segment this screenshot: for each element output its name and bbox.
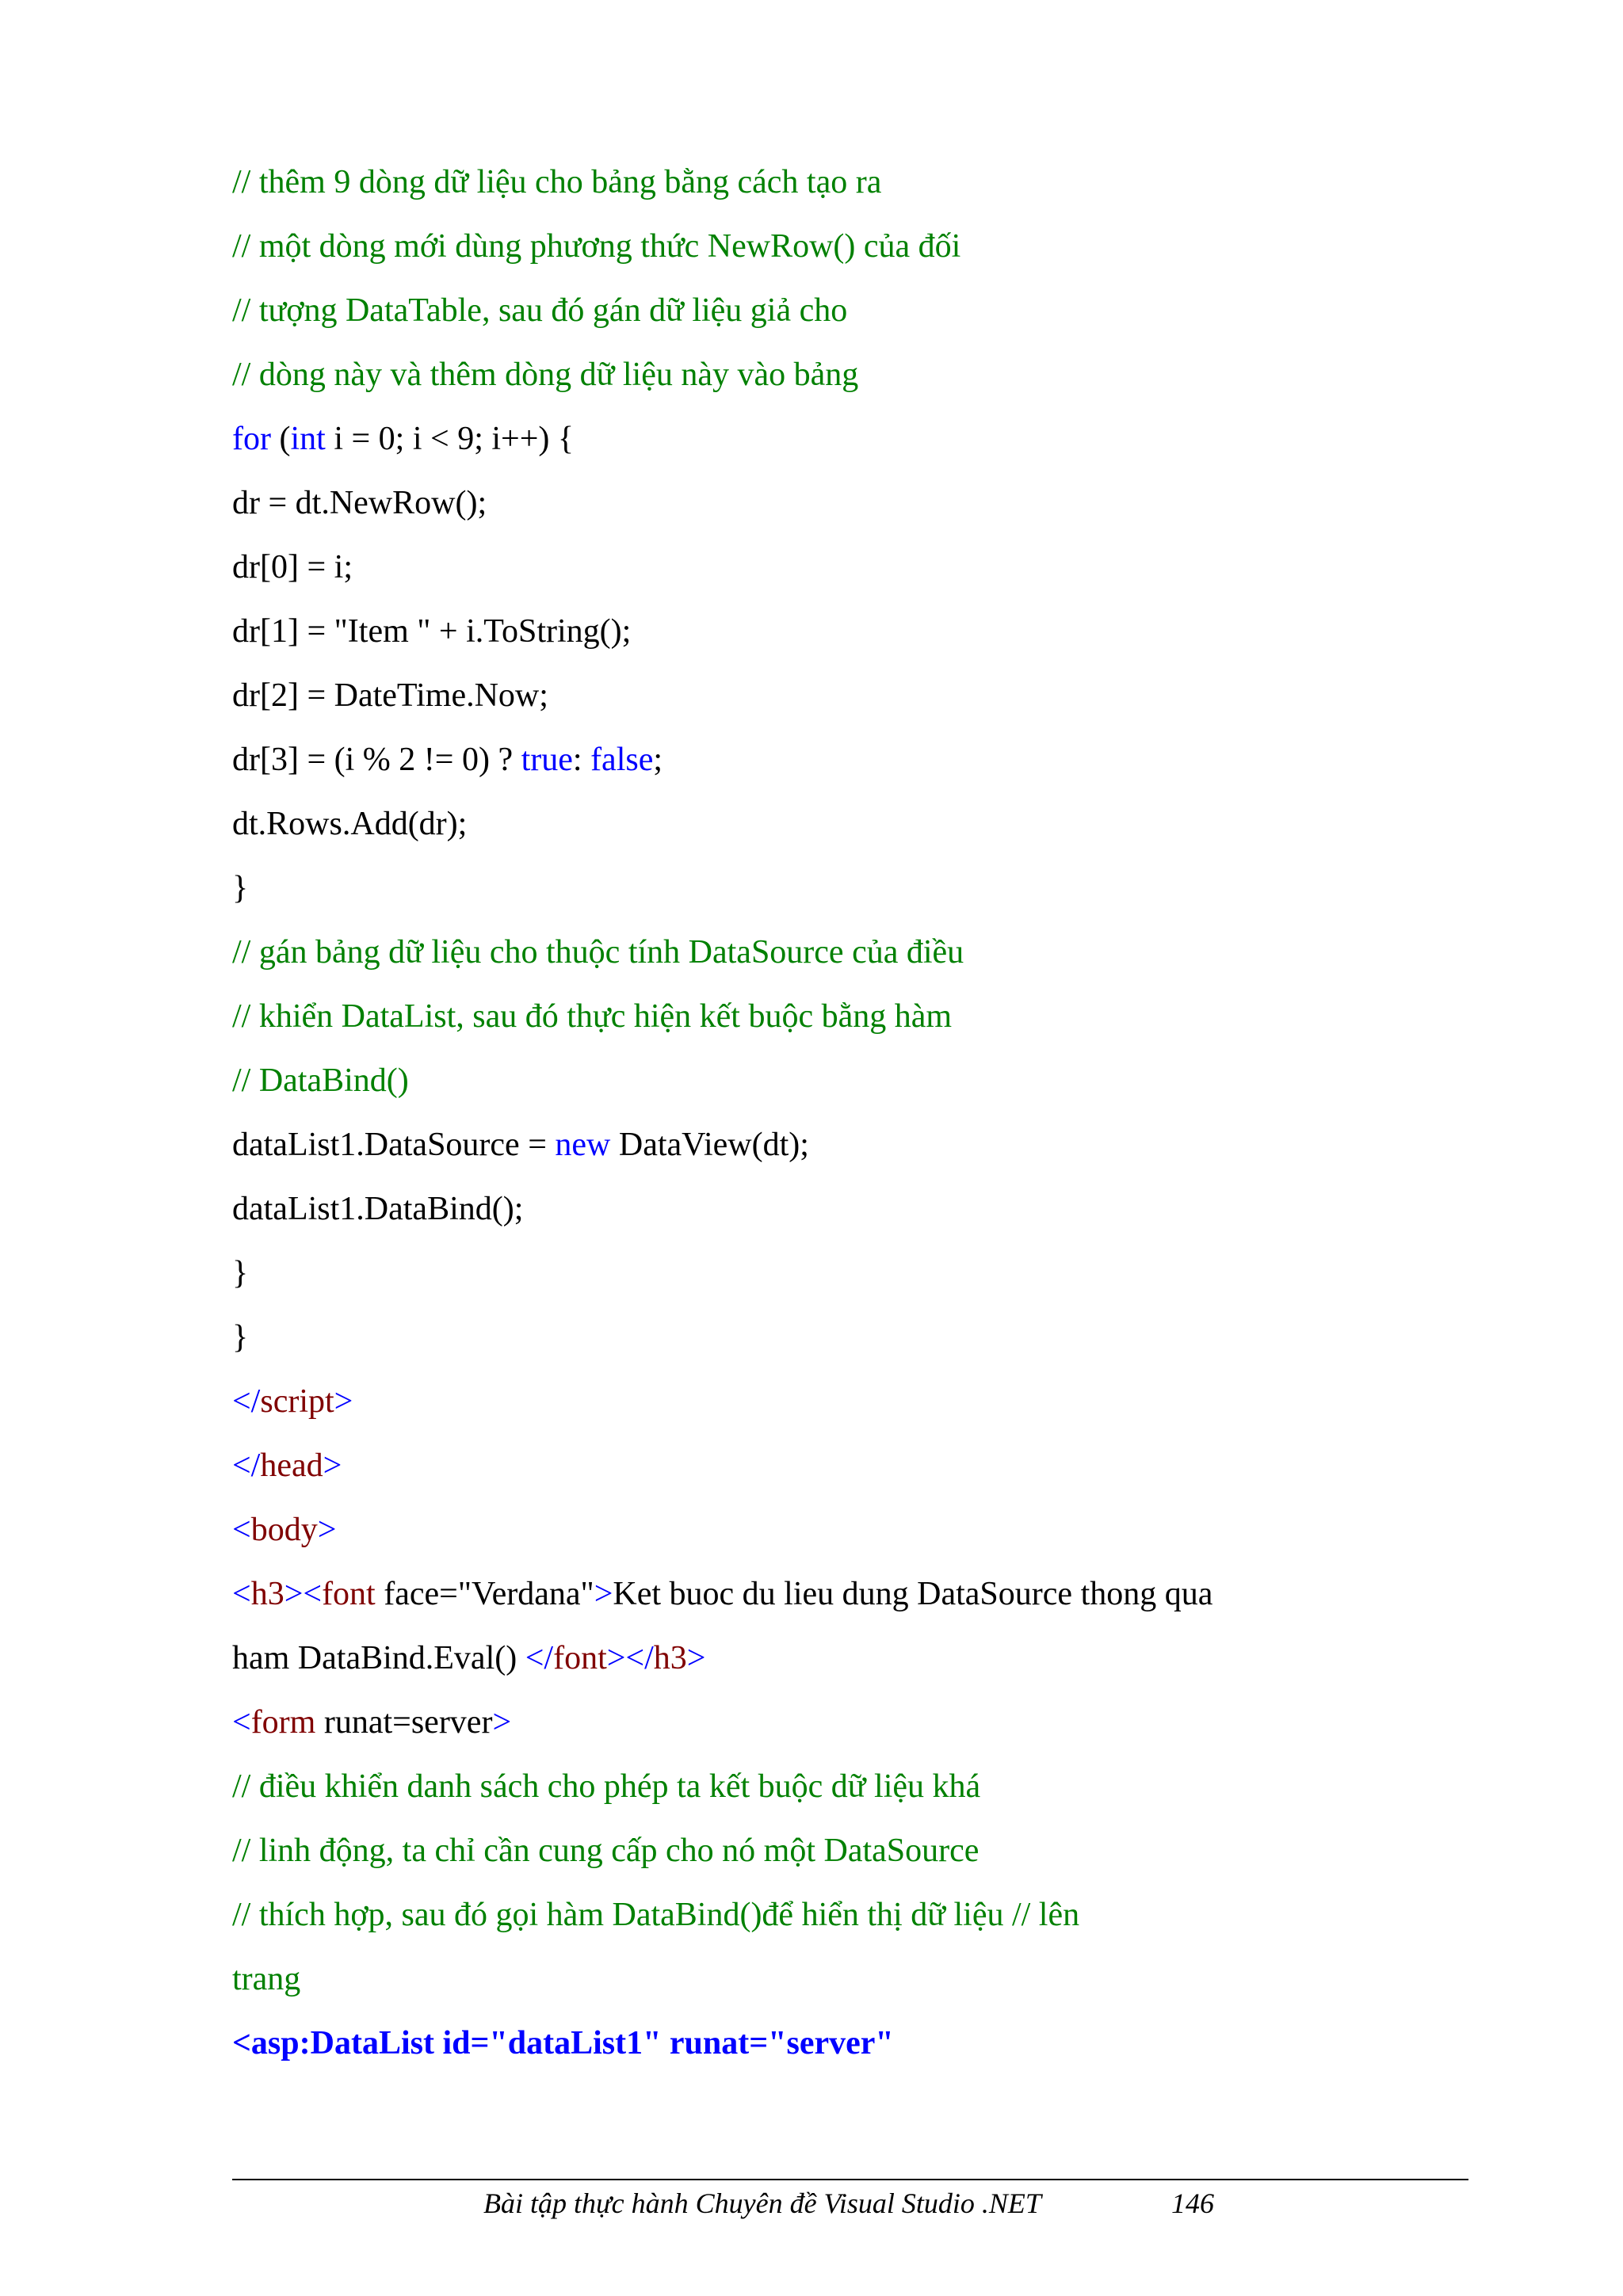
code-line [232,1177,1579,1241]
code-token-bracket: >< [284,1576,323,1612]
code-token-bracket: ></ [606,1640,654,1676]
code-line [232,279,1579,343]
code-token-tag: font [322,1576,376,1612]
code-token-bracket: > [492,1704,512,1741]
code-token-keyword: int [290,421,326,457]
code-line [232,1241,1579,1306]
code-token-comment: // thêm 9 dòng dữ liệu cho bảng bằng cách tạo ra [232,164,882,200]
code-line [232,600,1579,664]
code-token-text: Ket buoc du lieu dung DataSource thong qua [613,1576,1213,1612]
code-line [232,1306,1579,1370]
code-token-bracket: < [232,1512,251,1548]
code-token-tag: head [260,1447,323,1484]
code-token-bracket: > [334,1383,353,1420]
code-token-text: ( [270,421,291,457]
code-token-comment: // một dòng mới dùng phương thức NewRow() của đối [232,228,961,265]
code-line [232,215,1579,279]
code-line [232,471,1579,536]
code-token-bracket: > [686,1640,706,1676]
code-token-tag: body [250,1512,318,1548]
code-line [232,985,1579,1049]
code-token-text: face="Verdana" [375,1576,594,1612]
code-token-text: } [232,1319,249,1356]
code-token-comment: trang [232,1961,301,1997]
code-token-tag: font [553,1640,607,1676]
code-token-comment: // linh động, ta chỉ cần cung cấp cho nó một DataSource [232,1833,980,1869]
code-token-comment: // DataBind() [232,1062,409,1099]
code-line [232,1883,1579,1947]
code-line [232,921,1579,985]
code-line [232,1691,1579,1755]
code-line [232,1755,1579,1819]
code-token-bracket: </ [525,1640,554,1676]
code-listing [232,151,1579,2076]
code-token-bracket: < [232,1704,251,1741]
code-line [232,1819,1579,1883]
code-line [232,856,1579,921]
code-token-tag: script [260,1383,334,1420]
code-token-text: dr = dt.NewRow(); [232,485,487,521]
code-token-tag: h3 [653,1640,687,1676]
code-line [232,2012,1579,2076]
code-line [232,407,1579,471]
code-token-bracket: < [232,1576,251,1612]
code-line [232,1370,1579,1434]
code-token-comment: // khiển DataList, sau đó thực hiện kết buộc bằng hàm [232,998,953,1035]
code-token-text: } [232,1255,249,1291]
code-token-bracket: > [594,1576,613,1612]
code-token-bracket: </ [232,1383,261,1420]
code-token-bracket: </ [232,1447,261,1484]
code-token-text: dr[3] = (i % 2 != 0) ? [232,742,521,778]
code-line [232,664,1579,728]
code-line [232,1049,1579,1113]
code-token-tag: h3 [250,1576,285,1612]
code-line [232,1434,1579,1498]
footer-title: Bài tập thực hành Chuyên đề Visual Studio .NET [483,2187,1041,2219]
page-number: 146 [1171,2187,1214,2219]
code-token-text: : [572,742,591,778]
code-token-comment: // điều khiển danh sách cho phép ta kết buộc dữ liệu khá [232,1768,981,1805]
code-token-comment: // thích hợp, sau đó gọi hàm DataBind()để hiển thị dữ liệu // lên [232,1897,1080,1933]
code-token-text: ham DataBind.Eval() [232,1640,525,1676]
code-line [232,1947,1579,2012]
code-token-text: DataView(dt); [610,1127,809,1163]
page-footer [0,2183,1623,2223]
code-token-comment: // gán bảng dữ liệu cho thuộc tính DataSource của điều [232,934,964,971]
code-token-text: i = 0; i < 9; i++) { [325,421,575,457]
code-token-text: dataList1.DataBind(); [232,1191,524,1227]
footer-divider [232,2179,1468,2180]
code-token-tag: form [250,1704,316,1741]
code-token-text: runat=server [315,1704,493,1741]
code-line [232,1113,1579,1177]
code-line [232,792,1579,856]
code-line [232,343,1579,407]
code-token-aspx: <asp:DataList id="dataList1" runat="server" [232,2025,894,2061]
code-line [232,536,1579,600]
code-line [232,1627,1579,1691]
code-token-keyword: true [521,742,573,778]
code-line [232,151,1579,215]
code-line [232,728,1579,792]
code-token-comment: // dòng này và thêm dòng dữ liệu này vào bảng [232,357,859,393]
code-line [232,1562,1579,1627]
code-token-comment: // tượng DataTable, sau đó gán dữ liệu giả cho [232,292,848,329]
code-token-text: dr[0] = i; [232,549,353,585]
code-token-keyword: for [232,421,271,457]
code-token-text: ; [653,742,663,778]
code-line [232,1498,1579,1562]
code-token-bracket: > [323,1447,342,1484]
code-token-text: dr[2] = DateTime.Now; [232,677,548,714]
code-token-text: dt.Rows.Add(dr); [232,806,468,842]
code-token-text: dr[1] = "Item " + i.ToString(); [232,613,632,650]
code-token-keyword: false [590,742,654,778]
code-token-text: dataList1.DataSource = [232,1127,556,1163]
code-token-bracket: > [317,1512,337,1548]
code-token-keyword: new [555,1127,611,1163]
code-token-text: } [232,870,249,906]
